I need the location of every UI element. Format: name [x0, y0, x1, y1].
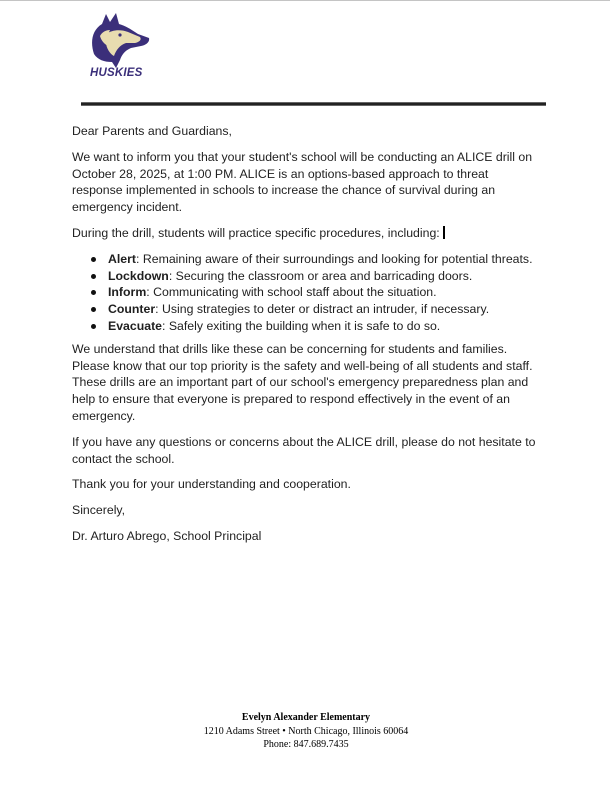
letterhead-footer — [0, 711, 610, 752]
term: Inform — [108, 285, 147, 300]
paragraph-reassurance: We understand that drills like these can be concerning for students and families. Please know that our top priority is the safety and well-being of all students and staff. These drills are an important part of our school's emergency preparedness plan and help to ensure that everyone is prepared to respond effectively in the event of an emergency. — [72, 341, 533, 423]
text-cursor — [443, 226, 445, 239]
description: : Remaining aware of their surroundings and looking for potential threats. — [136, 251, 533, 266]
term: Alert — [108, 251, 137, 266]
list-item-counter — [108, 301, 542, 318]
term: Evacuate — [108, 318, 163, 333]
term: Lockdown — [108, 268, 169, 283]
greeting: Dear Parents and Guardians, — [72, 124, 232, 138]
list-item-alert — [108, 251, 542, 268]
page-top-border — [0, 0, 610, 1]
closing: Sincerely, — [72, 503, 126, 518]
procedures-lead-text: During the drill, students will practice specific procedures, including: — [72, 225, 440, 240]
list-item-lockdown — [108, 268, 542, 285]
letter-body — [72, 123, 542, 554]
description: : Using strategies to deter or distract an intruder, if necessary. — [155, 302, 490, 317]
description: : Communicating with school staff about the situation. — [146, 285, 437, 300]
paragraph-intro: We want to inform you that your student's school will be conducting an ALICE drill on October 28, 2025, at 1:00 PM. ALICE is an options-based approach to threat response implemented in schools to increase the chance of survival during an emergency incident. — [72, 149, 533, 215]
school-name: Evelyn Alexander Elementary — [241, 712, 371, 723]
husky-head-icon — [86, 12, 152, 68]
term: Counter — [108, 302, 156, 317]
huskies-logo — [86, 12, 156, 84]
description: : Safely exiting the building when it is safe to do so. — [162, 318, 441, 333]
description: : Securing the classroom or area and barricading doors. — [168, 268, 473, 283]
paragraph-contact: If you have any questions or concerns about the ALICE drill, please do not hesitate to contact the school. — [72, 434, 536, 466]
header-divider — [81, 102, 546, 106]
procedures-list — [72, 251, 542, 335]
signature: Dr. Arturo Abrego, School Principal — [72, 528, 262, 543]
list-item-evacuate — [108, 318, 542, 335]
paragraph-procedures-lead[interactable] — [72, 225, 542, 242]
list-item-inform — [108, 284, 542, 301]
thanks-line: Thank you for your understanding and cooperation. — [72, 477, 351, 492]
logo-text: HUSKIES — [90, 67, 143, 79]
school-address: 1210 Adams Street • North Chicago, Illinois 60064 — [203, 725, 409, 737]
school-phone: Phone: 847.689.7435 — [263, 739, 349, 750]
